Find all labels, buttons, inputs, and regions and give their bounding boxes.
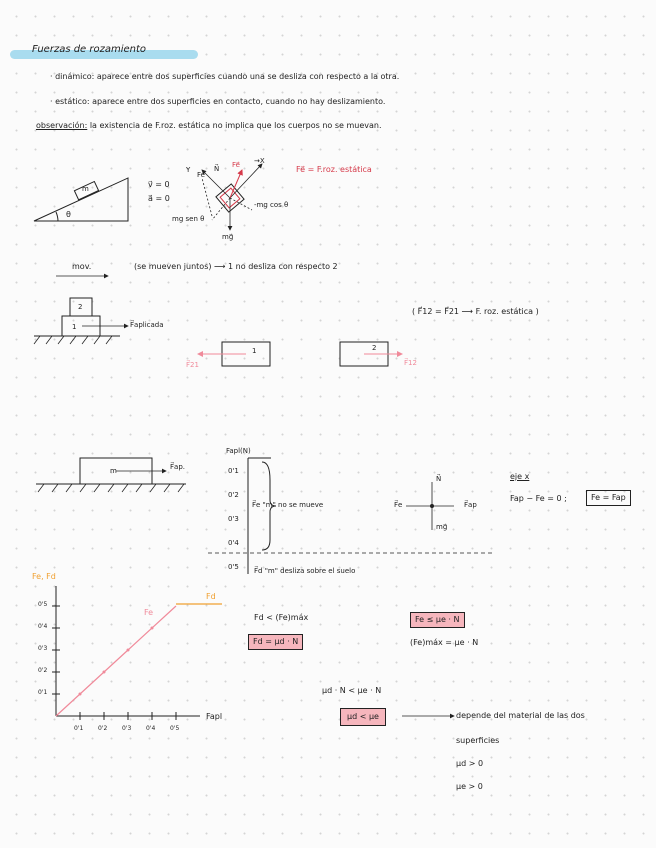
fe-label-black: Fe	[197, 171, 205, 179]
depends-text: depende del material de las dos	[456, 711, 585, 720]
mov-label: mov.	[72, 262, 92, 271]
graph-xlabel: Fapl	[206, 712, 223, 721]
fapl-scale	[208, 458, 494, 574]
axes-fap-label: F⃗ap	[464, 501, 477, 509]
incline-block-label: m	[82, 185, 89, 193]
fe-label-red: Fe⃗	[232, 161, 240, 169]
block-1-label: 1	[72, 323, 77, 331]
observation-text: la existencia de F.roz. estática no implica que los cuerpos no se muevan.	[89, 121, 382, 130]
y-tick-03: 0'3	[38, 645, 48, 652]
axes-normal-label: N⃗	[436, 475, 442, 483]
y-axis-label: Y	[186, 166, 191, 174]
fapl-axis-label: Fapl(N)	[226, 447, 251, 455]
definition-estatico: · estático: aparece entre dos superficies en contacto, cuando no hay deslizamiento.	[50, 97, 386, 106]
static-note: F⃗e "m" no se mueve	[252, 501, 324, 509]
fapl-value-3: 0'3	[228, 515, 239, 523]
block-2-isolated-label: 2	[372, 344, 377, 352]
y-tick-02: 0'2	[38, 667, 48, 674]
f21-label: F⃗21	[186, 361, 199, 369]
equilibrium-result: Fe = Fap	[586, 490, 631, 506]
x-tick-03: 0'3	[122, 725, 132, 732]
mu-inequality: μd < μe	[340, 708, 386, 726]
x-axis-label: →X	[254, 157, 265, 165]
x-tick-04: 0'4	[146, 725, 156, 732]
fe-inequality: Fe ≤ μe · N	[410, 612, 465, 628]
fapl-value-5: 0'5	[228, 563, 239, 571]
definition-dinamico: · dinámico: aparece entre dos superficies cuando una se desliza con respecto a la otra.	[50, 72, 400, 81]
observation-label: observación:	[36, 121, 88, 130]
mov-text: (se mueven juntos) ⟶ 1 no desliza con respecto 2	[134, 262, 338, 271]
x-tick-02: 0'2	[98, 725, 108, 732]
fapl-value-2: 0'2	[228, 491, 239, 499]
eje-x-label: eje x	[510, 472, 530, 481]
graph-fe-label: Fe	[144, 608, 154, 617]
femax-formula: (Fe)máx = μe · N	[410, 638, 479, 647]
fd-less-femax: Fd < (Fe)máx	[254, 613, 309, 622]
y-tick-05: 0'5	[38, 601, 48, 608]
y-tick-04: 0'4	[38, 623, 48, 630]
kinetic-note: F⃗d "m" desliza sobre el suelo	[254, 567, 356, 575]
axes-fe-label: F⃗e	[394, 501, 403, 509]
graph-fd-label: Fd	[206, 592, 216, 601]
incline-triangle	[34, 178, 128, 221]
weight-label: mg⃗	[222, 233, 234, 241]
y-tick-01: 0'1	[38, 689, 48, 696]
block-m-label: m	[110, 467, 117, 475]
mud-positive: μd > 0	[456, 759, 484, 768]
fe-definition: Fe⃗ = F.roz. estática	[296, 165, 372, 174]
fe-line	[56, 606, 176, 716]
superficies-text: superficies	[456, 736, 500, 745]
fapl-value-4: 0'4	[228, 539, 239, 547]
x-tick-05: 0'5	[170, 725, 180, 732]
block-1-isolated-label: 1	[252, 347, 257, 355]
f12-label: F⃗12	[404, 359, 417, 367]
block-2-label: 2	[78, 303, 83, 311]
page-title: Fuerzas de rozamiento	[32, 44, 147, 55]
incline-diagram	[34, 178, 128, 221]
stacked-blocks-diagram	[34, 298, 402, 366]
equality-note: ( F⃗12 = F⃗21 ⟶ F. roz. estática )	[412, 307, 539, 316]
x-tick-01: 0'1	[74, 725, 84, 732]
force-graph	[52, 586, 222, 720]
fap-label: F⃗ap.	[170, 463, 185, 471]
fd-formula: Fd = μd · N	[248, 634, 303, 650]
graph-ylabel: Fe, Fd	[32, 572, 56, 581]
accel-zero: a⃗ = 0	[148, 194, 170, 203]
free-body-incline	[202, 164, 262, 230]
mgcos-label: -mg cos θ	[254, 201, 289, 209]
mue-positive: μe > 0	[456, 782, 483, 791]
axes-weight-label: mg⃗	[436, 523, 448, 531]
normal-label: N⃗	[214, 165, 220, 173]
mu-comparison: μd · N < μe · N	[322, 686, 382, 695]
mgsen-label: mg sen θ	[172, 215, 205, 223]
equilibrium-equation: Fap − Fe = 0 ;	[510, 494, 567, 503]
fapl-value-1: 0'1	[228, 467, 239, 475]
velocity-zero: v⃗ = 0	[148, 180, 170, 189]
fapplied-label: F⃗aplicada	[130, 321, 164, 329]
angle-label: θ	[66, 210, 71, 219]
